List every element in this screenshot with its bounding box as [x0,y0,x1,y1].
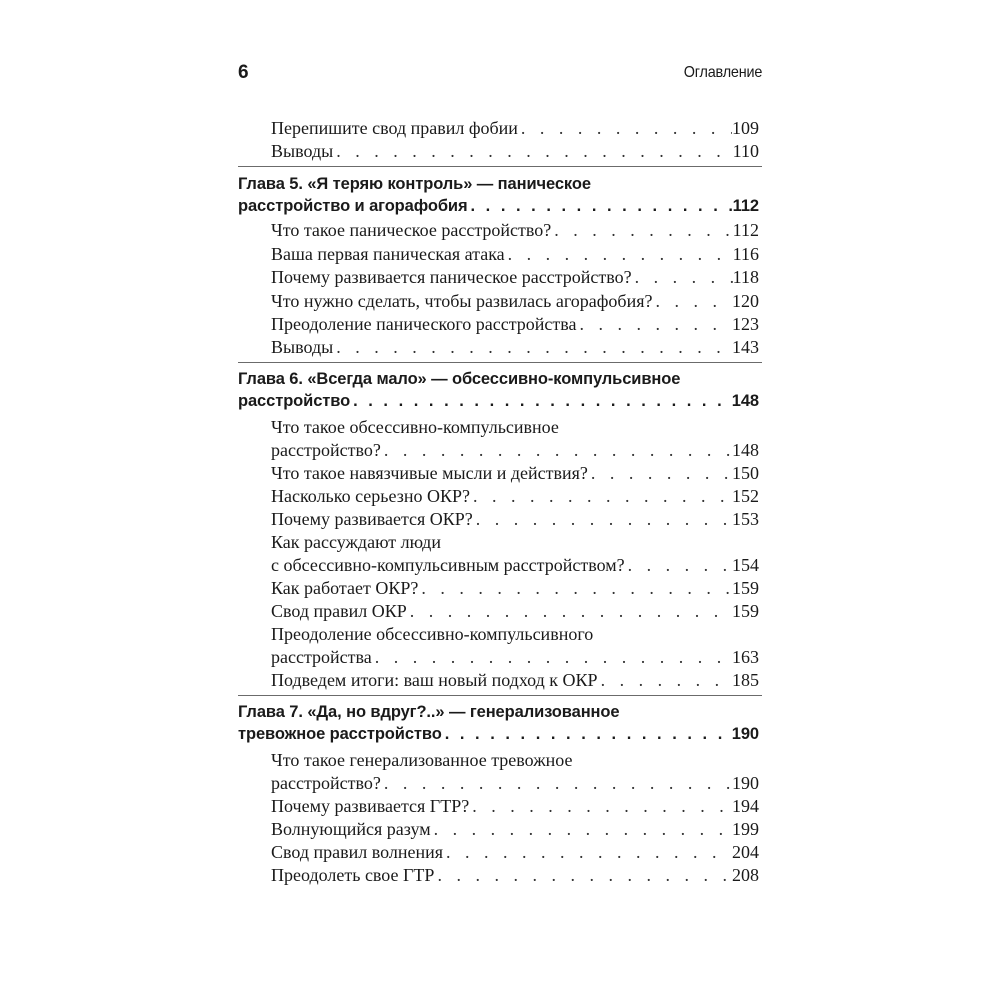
toc-entry-title: Что такое паническое расстройство? [271,220,552,240]
page-number: 6 [238,62,249,83]
toc-entry-page: 152 [732,486,759,506]
leader-dots [470,484,732,508]
toc-entry [271,289,759,313]
toc-entry-page: 208 [732,865,759,885]
divider [238,362,762,363]
leader-dots [551,218,732,242]
chapter-7-heading [238,700,759,724]
toc-entry-title: Свод правил волнения [271,842,444,862]
toc-entry-title: Преодоление панического расстройства [271,314,577,334]
toc-entry [271,553,759,577]
toc-entry-page: 148 [732,440,759,460]
toc-entry-title: Волнующийся разум [271,819,431,839]
toc-entry-page: 143 [732,337,759,357]
leader-dots [469,794,732,818]
toc-entry-page: 199 [732,819,759,839]
toc-entry-title: Свод правил ОКР [271,601,407,621]
toc-entry-title: Перепишите свод правил фобии [271,118,518,138]
toc-entry [271,461,759,485]
toc-entry [271,794,759,818]
toc-entry-page: 112 [732,220,759,240]
toc-entry [271,335,759,359]
chapter-page: 190 [731,725,759,743]
toc-entry [271,438,759,462]
leader-dots [577,312,732,336]
leader-dots [443,840,732,864]
chapter-5-heading-line2 [238,194,759,218]
toc-entry [271,599,759,623]
toc-entry [271,116,759,140]
toc-entry-title: Преодолеть свое ГТР [271,865,435,885]
toc-entry-page: 110 [732,141,759,161]
leader-dots [442,722,732,746]
chapter-title: расстройство и агорафобия [238,197,468,215]
toc-entry [271,139,759,163]
chapter-title: тревожное расстройство [238,725,442,743]
leader-dots [381,438,732,462]
chapter-page: 148 [731,392,759,410]
toc-entry-line1 [271,622,759,646]
leader-dots [333,335,732,359]
toc-entry-page: 153 [732,509,759,529]
divider [238,695,762,696]
toc-entry-page: 123 [732,314,759,334]
toc-entry-page: 118 [732,267,759,287]
toc-entry [271,242,759,266]
leader-dots [518,116,732,140]
leader-dots [625,553,732,577]
toc-entry-line1 [271,748,759,772]
chapter-5-heading [238,172,759,196]
chapter-title: Глава 7. «Да, но вдруг?..» — генерализованное [238,703,620,721]
toc-entry [271,645,759,669]
page-header [238,60,762,88]
toc-entry-page: 163 [732,647,759,667]
toc-entry-title: Преодоление обсессивно-компульсивного [271,624,594,644]
running-title: Оглавление [683,64,762,81]
toc-entry-page: 159 [732,601,759,621]
toc-entry-page: 190 [732,773,759,793]
leader-dots [431,817,732,841]
toc-entry-title: Выводы [271,337,334,357]
toc-entry-page: 120 [732,291,759,311]
toc-entry-title: Что такое генерализованное тревожное [271,750,573,770]
leader-dots [468,194,733,218]
toc-entry-title: с обсессивно-компульсивным расстройством? [271,555,625,575]
toc-entry-title: Выводы [271,141,334,161]
chapter-6-heading-line2 [238,389,759,413]
toc-entry [271,484,759,508]
toc-entry-title: Что такое навязчивые мысли и действия? [271,463,588,483]
toc-entry-title: Как рассуждают люди [271,532,441,552]
toc-entry-page: 154 [732,555,759,575]
divider [238,166,762,167]
toc-entry-title: расстройство? [271,773,381,793]
toc-entry-title: Подведем итоги: ваш новый подход к ОКР [271,670,598,690]
leader-dots [350,389,732,413]
toc-entry [271,218,759,242]
leader-dots [598,668,732,692]
leader-dots [333,139,732,163]
toc-entry-page: 159 [732,578,759,598]
leader-dots [381,771,732,795]
toc-entry-page: 109 [732,118,759,138]
toc-entry [271,817,759,841]
toc-entry-title: Почему развивается ОКР? [271,509,473,529]
chapter-page: 112 [732,197,759,215]
toc-entry-title: Что такое обсессивно-компульсивное [271,417,559,437]
leader-dots [418,576,732,600]
leader-dots [434,863,732,887]
toc-entry-title: расстройства [271,647,372,667]
toc-entry [271,507,759,531]
toc-entry-title: Почему развивается ГТР? [271,796,470,816]
toc-entry-line1 [271,415,759,439]
leader-dots [588,461,732,485]
chapter-6-heading [238,367,759,391]
toc-entry-line1 [271,530,759,554]
toc-entry-page: 116 [732,244,759,264]
toc-entry [271,840,759,864]
toc-entry-page: 194 [732,796,759,816]
chapter-title: расстройство [238,392,351,410]
toc-entry-title: Насколько серьезно ОКР? [271,486,470,506]
toc-entry [271,668,759,692]
leader-dots [372,645,732,669]
toc-entry-title: Как работает ОКР? [271,578,419,598]
toc-entry-title: Почему развивается паническое расстройство? [271,267,632,287]
leader-dots [652,289,732,313]
chapter-7-heading-line2 [238,722,759,746]
toc-entry-page: 204 [732,842,759,862]
toc-entry-page: 150 [732,463,759,483]
leader-dots [473,507,732,531]
leader-dots [407,599,732,623]
leader-dots [632,265,733,289]
toc-entry-title: расстройство? [271,440,381,460]
chapter-title: Глава 6. «Всегда мало» — обсессивно-компульсивное [238,370,681,388]
toc-entry [271,863,759,887]
toc-entry [271,576,759,600]
toc-entry-page: 185 [732,670,759,690]
toc-entry-title: Ваша первая паническая атака [271,244,505,264]
chapter-title: Глава 5. «Я теряю контроль» — паническое [238,175,591,193]
toc-entry [271,771,759,795]
toc-entry-title: Что нужно сделать, чтобы развилась агорафобия? [271,291,653,311]
toc-entry [271,312,759,336]
leader-dots [505,242,733,266]
toc-entry [271,265,759,289]
